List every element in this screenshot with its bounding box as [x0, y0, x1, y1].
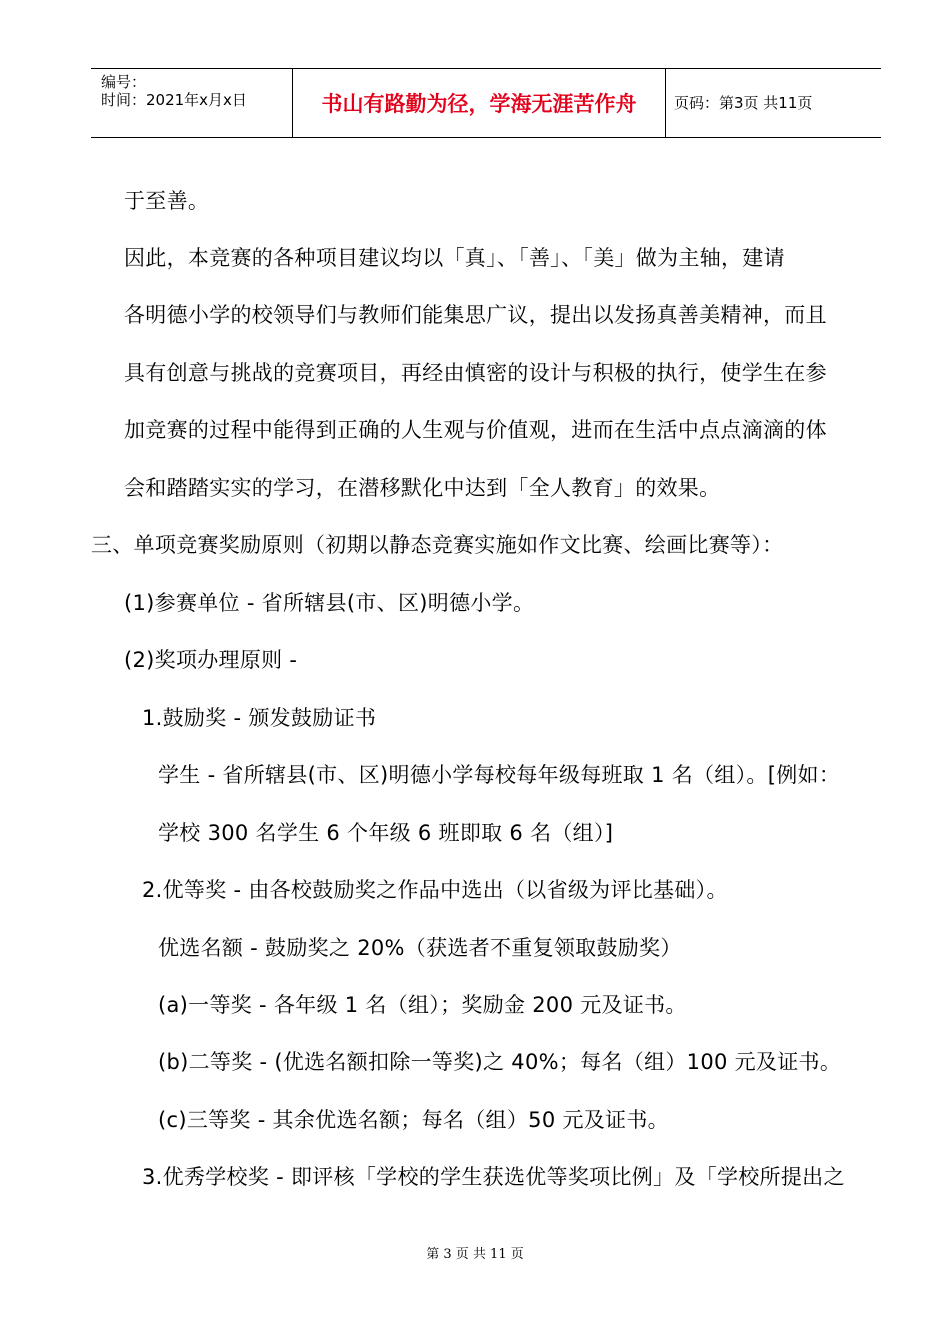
header-right-cell	[665, 69, 881, 137]
page-footer: 第 3 页 共 11 页	[426, 1247, 524, 1262]
body-line: 具有创意与挑战的竞赛项目，再经由慎密的设计与积极的执行，使学生在参	[124, 361, 827, 385]
body-line: (b)二等奖 - (优选名额扣除一等奖)之 40%；每名（组）100 元及证书。	[158, 1050, 842, 1074]
body-line: 加竞赛的过程中能得到正确的人生观与价值观，进而在生活中点点滴滴的体	[124, 418, 827, 442]
body-line: 学校 300 名学生 6 个年级 6 班即取 6 名（组）]	[158, 821, 614, 845]
page-header	[91, 68, 881, 138]
code-label: 编号：	[101, 73, 147, 91]
header-left-cell	[91, 69, 291, 137]
body-line: 优选名额 - 鼓励奖之 20%（获选者不重复领取鼓励奖）	[158, 936, 682, 960]
body-line: 于至善。	[124, 189, 210, 213]
body-line: 各明德小学的校领导们与教师们能集思广议，提出以发扬真善美精神，而且	[124, 303, 827, 327]
body-line: 1.鼓励奖 - 颁发鼓励证书	[142, 706, 377, 730]
header-motto-cell	[292, 69, 666, 137]
body-line: (1)参赛单位 - 省所辖县(市、区)明德小学。	[124, 591, 535, 615]
body-line: 学生 - 省所辖县(市、区)明德小学每校每年级每班取 1 名（组）。[例如：	[158, 763, 841, 787]
page-label: 页码：第3页 共11页	[674, 94, 813, 112]
body-line: 因此，本竞赛的各种项目建议均以「真」、「善」、「美」做为主轴，建请	[124, 246, 785, 270]
section-heading: 三、单项竞赛奖励原则（初期以静态竞赛实施如作文比赛、绘画比赛等）：	[91, 533, 784, 557]
time-label: 时间：2021年x月x日	[101, 91, 247, 109]
motto: 书山有路勤为径，学海无涯苦作舟	[321, 91, 637, 116]
body-line: (a)一等奖 - 各年级 1 名（组）；奖励金 200 元及证书。	[158, 993, 687, 1017]
body-line: (c)三等奖 - 其余优选名额；每名（组）50 元及证书。	[158, 1108, 669, 1132]
body-line: 2.优等奖 - 由各校鼓励奖之作品中选出（以省级为评比基础）。	[142, 878, 728, 902]
body-line: (2)奖项办理原则 -	[124, 648, 298, 672]
body-line: 会和踏踏实实的学习，在潜移默化中达到「全人教育」的效果。	[124, 476, 721, 500]
body-line: 3.优秀学校奖 - 即评核「学校的学生获选优等奖项比例」及「学校所提出之	[142, 1165, 845, 1189]
